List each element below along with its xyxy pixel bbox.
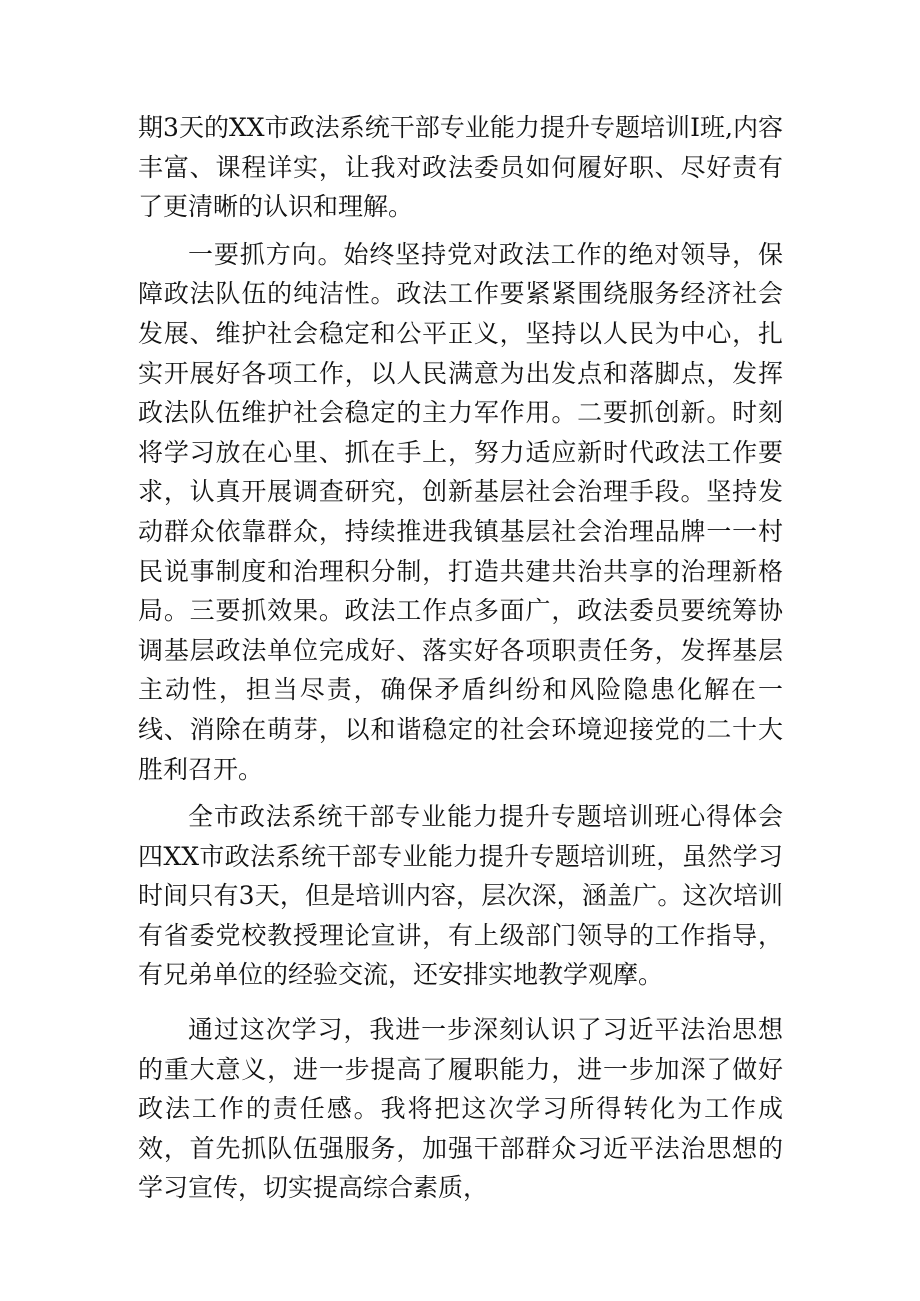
paragraph-training-reflection-four: 全市政法系统干部专业能力提升专题培训班心得体会四XX市政法系统干部专业能力提升专题培训班，虽然学习时间只有3天，但是培训内容，层次深，涵盖广。这次培训有省委党校教授理论宣讲，有上级部门领导的工作指导，有兄弟单位的经验交流，还安排实地教学观摩。 xyxy=(138,802,783,990)
paragraph-three-requirements: 一要抓方向。始终坚持党对政法工作的绝对领导，保障政法队伍的纯洁性。政法工作要紧紧围绕服务经济社会发展、维护社会稳定和公平正义，坚持以人民为中心，扎实开展好各项工作，以人民满意为出发点和落脚点，发挥政法队伍维护社会稳定的主力军作用。二要抓创新。时刻将学习放在心里、抓在手上，努力适应新时代政法工作要求，认真开展调查研究，创新基层社会治理手段。坚持发动群众依靠群众，持续推进我镇基层社会治理品牌一一村民说事制度和治理积分制，打造共建共治共享的治理新格局。三要抓效果。政法工作点多面广，政法委员要统筹协调基层政法单位完成好、落实好各项职责任务，发挥基层主动性，担当尽责，确保矛盾纠纷和风险隐患化解在一线、消除在萌芽，以和谐稳定的社会环境迎接党的二十大胜利召开。 xyxy=(138,239,783,784)
document-body xyxy=(138,108,783,1208)
paragraph-continued: 期3天的XX市政法系统干部专业能力提升专题培训I班,内容丰富、课程详实，让我对政法委员如何履好职、尽好责有了更清晰的认识和理解。 xyxy=(138,113,783,222)
paragraph-study-outcome: 通过这次学习，我进一步深刻认识了习近平法治思想的重大意义，进一步提高了履职能力，进一步加深了做好政法工作的责任感。我将把这次学习所得转化为工作成效，首先抓队伍强服务，加强干部群众习近平法治思想的学习宣传，切实提高综合素质， xyxy=(138,1015,783,1203)
